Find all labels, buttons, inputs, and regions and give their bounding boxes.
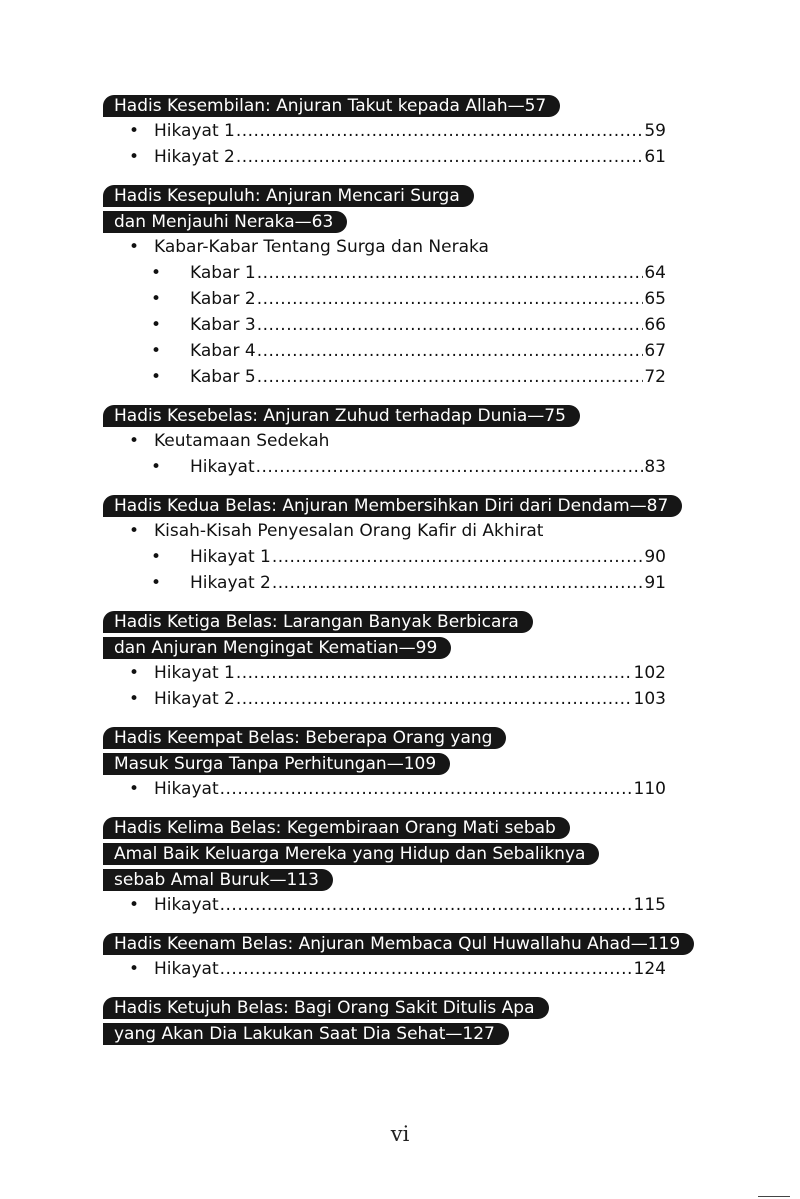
section-heading: sebab Amal Buruk—113: [103, 869, 333, 891]
bullet-icon: •: [129, 121, 140, 141]
bullet-icon: •: [129, 779, 140, 799]
section-heading: Hadis Kesebelas: Anjuran Zuhud terhadap Dunia—75: [103, 405, 580, 427]
toc-entry: [0, 893, 800, 917]
section-heading: Hadis Ketiga Belas: Larangan Banyak Berbicara: [103, 611, 533, 633]
bullet-icon: •: [129, 521, 140, 541]
entry-page-number: 90: [644, 547, 666, 567]
toc-entry: [0, 119, 800, 143]
entry-page-number: 61: [644, 147, 666, 167]
section-heading: Hadis Kesembilan: Anjuran Takut kepada Allah—57: [103, 95, 560, 117]
section-heading: dan Anjuran Mengingat Kematian—99: [103, 637, 451, 659]
entry-label: Kabar 2: [190, 289, 256, 309]
bullet-icon: •: [151, 263, 162, 283]
entry-label: Hikayat 1: [154, 121, 235, 141]
bullet-icon: •: [129, 663, 140, 683]
toc-subentry: [0, 287, 800, 311]
bullet-icon: •: [151, 573, 162, 593]
entry-page-number: 66: [644, 315, 666, 335]
toc-subentry: [0, 571, 800, 595]
entry-page-number: 64: [644, 263, 666, 283]
toc-subentry: [0, 365, 800, 389]
bullet-icon: •: [151, 289, 162, 309]
entry-page-number: 83: [644, 457, 666, 477]
bullet-icon: •: [129, 689, 140, 709]
section-heading: Hadis Kesepuluh: Anjuran Mencari Surga: [103, 185, 474, 207]
page-edge-rule: [758, 1196, 790, 1197]
bullet-icon: •: [151, 367, 162, 387]
toc-entry: [0, 235, 800, 259]
dot-leader: [220, 777, 633, 801]
bullet-icon: •: [151, 547, 162, 567]
bullet-icon: •: [151, 341, 162, 361]
dot-leader: [272, 545, 644, 569]
section-heading: Hadis Kedua Belas: Anjuran Membersihkan Diri dari Dendam—87: [103, 495, 682, 517]
dot-leader: [257, 261, 644, 285]
toc-entry: [0, 429, 800, 453]
entry-label: Kabar 3: [190, 315, 256, 335]
section-heading: Masuk Surga Tanpa Perhitungan—109: [103, 753, 450, 775]
entry-page-number: 124: [633, 959, 666, 979]
entry-label: Kabar 5: [190, 367, 256, 387]
section-heading: Hadis Kelima Belas: Kegembiraan Orang Mati sebab: [103, 817, 570, 839]
bullet-icon: •: [129, 147, 140, 167]
toc-entry: [0, 519, 800, 543]
toc-entry: [0, 777, 800, 801]
entry-label: Kabar 1: [190, 263, 256, 283]
toc-subentry: [0, 339, 800, 363]
toc-entry: [0, 145, 800, 169]
entry-page-number: 102: [633, 663, 666, 683]
entry-label: Hikayat: [154, 895, 219, 915]
dot-leader: [236, 145, 644, 169]
toc-subentry: [0, 261, 800, 285]
entry-label: Kabar-Kabar Tentang Surga dan Neraka: [154, 237, 489, 257]
section-heading: Hadis Ketujuh Belas: Bagi Orang Sakit Ditulis Apa: [103, 997, 549, 1019]
dot-leader: [236, 687, 633, 711]
dot-leader: [257, 287, 644, 311]
entry-label: Hikayat 1: [154, 663, 235, 683]
section-heading: dan Menjauhi Neraka—63: [103, 211, 347, 233]
entry-page-number: 67: [644, 341, 666, 361]
entry-page-number: 115: [633, 895, 666, 915]
dot-leader: [236, 119, 644, 143]
toc-entry: [0, 687, 800, 711]
entry-label: Hikayat 2: [154, 689, 235, 709]
dot-leader: [257, 339, 644, 363]
dot-leader: [257, 313, 644, 337]
entry-label: Hikayat: [154, 959, 219, 979]
section-heading: Hadis Keenam Belas: Anjuran Membaca Qul Huwallahu Ahad—119: [103, 933, 694, 955]
entry-page-number: 72: [644, 367, 666, 387]
toc-entry: [0, 661, 800, 685]
entry-label: Kabar 4: [190, 341, 256, 361]
bullet-icon: •: [151, 457, 162, 477]
bullet-icon: •: [129, 895, 140, 915]
section-heading: yang Akan Dia Lakukan Saat Dia Sehat—127: [103, 1023, 509, 1045]
entry-page-number: 59: [644, 121, 666, 141]
page-number: vi: [390, 1122, 410, 1146]
entry-label: Hikayat: [154, 779, 219, 799]
entry-label: Hikayat: [190, 457, 255, 477]
section-heading: Hadis Keempat Belas: Beberapa Orang yang: [103, 727, 506, 749]
dot-leader: [220, 893, 633, 917]
entry-page-number: 91: [644, 573, 666, 593]
bullet-icon: •: [129, 237, 140, 257]
entry-page-number: 110: [633, 779, 666, 799]
bullet-icon: •: [129, 959, 140, 979]
toc-entry: [0, 957, 800, 981]
section-heading: Amal Baik Keluarga Mereka yang Hidup dan Sebaliknya: [103, 843, 599, 865]
entry-label: Kisah-Kisah Penyesalan Orang Kafir di Akhirat: [154, 521, 544, 541]
dot-leader: [220, 957, 633, 981]
dot-leader: [256, 455, 644, 479]
toc-subentry: [0, 545, 800, 569]
entry-label: Hikayat 2: [154, 147, 235, 167]
dot-leader: [236, 661, 633, 685]
entry-label: Keutamaan Sedekah: [154, 431, 330, 451]
entry-page-number: 65: [644, 289, 666, 309]
bullet-icon: •: [129, 431, 140, 451]
toc-subentry: [0, 313, 800, 337]
entry-label: Hikayat 1: [190, 547, 271, 567]
entry-page-number: 103: [633, 689, 666, 709]
dot-leader: [272, 571, 644, 595]
entry-label: Hikayat 2: [190, 573, 271, 593]
dot-leader: [257, 365, 644, 389]
toc-subentry: [0, 455, 800, 479]
bullet-icon: •: [151, 315, 162, 335]
